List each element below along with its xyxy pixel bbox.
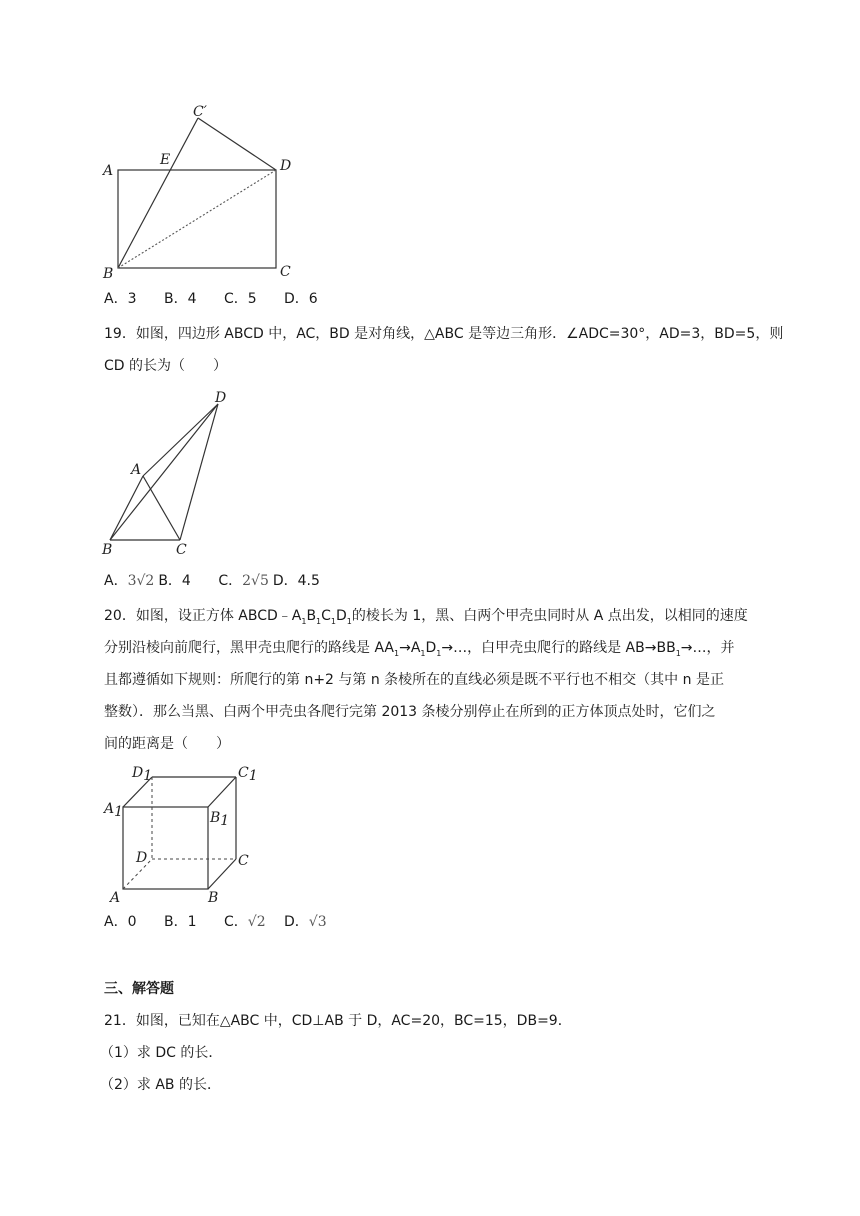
q21-part1: （1）求 DC 的长． (100, 1045, 223, 1061)
q19-choices (104, 571, 320, 591)
label-cprime: C′ (193, 104, 207, 120)
q20-choice-c[interactable]: C．√2 (224, 914, 266, 930)
label-e: E (160, 152, 171, 168)
q21-part2: （2）求 AB 的长． (100, 1077, 221, 1093)
q18-choice-d[interactable]: D．6 (284, 291, 318, 307)
label-c1: C1 (238, 765, 258, 784)
label-d1: D1 (132, 765, 153, 784)
label-c: C (280, 264, 291, 280)
label-b: B (208, 890, 219, 906)
q18-figure (100, 100, 300, 280)
q18-choice-c[interactable]: C．5 (224, 291, 257, 307)
q20-text-line1: 20．如图，设正方体 $ABCD﹣A_1B_1C_1D_1$的棱长为 1，黑、白两个甲壳虫同时从 A 点出发，以相同的速度 (104, 608, 748, 626)
q19-choice-d[interactable]: D．4.5 (272, 573, 320, 589)
q20-text-line5: 间的距离是（ ） (104, 736, 230, 752)
label-a: A (110, 890, 121, 906)
q20-text-line4: 整数）．那么当黑、白两个甲壳虫各爬行完第 2013 条棱分别停止在所到的正方体顶点处时，它们之 (104, 704, 716, 720)
q18-choices (104, 289, 318, 309)
label-a1: A1 (104, 801, 124, 820)
q19-figure (98, 388, 238, 558)
label-d: D (280, 158, 292, 174)
label-b: B (102, 542, 113, 558)
q18-choice-b[interactable]: B．4 (164, 291, 197, 307)
q20-choice-b[interactable]: B．1 (164, 914, 197, 930)
q20-choice-a[interactable]: A．0 (104, 914, 137, 930)
label-c: C (238, 853, 249, 869)
label-d: D (136, 850, 148, 866)
q20-choice-d-value: √3 (308, 914, 327, 930)
q21-text-line1: 21．如图，已知在△ABC 中，CD⊥AB 于 D，AC=20，BC=15，DB=9． (104, 1013, 572, 1029)
label-d: D (215, 390, 227, 406)
label-a: A (103, 163, 114, 179)
q19-text-line1: 19．如图，四边形 ABCD 中，AC，BD 是对角线，△ABC 是等边三角形．∠ADC=30°，AD=3，BD=5，则 (104, 326, 784, 342)
q20-text-line3: 且都遵循如下规则：所爬行的第 n+2 与第 n 条棱所在的直线必须是既不平行也不相交（其中 n 是正 (104, 672, 724, 688)
label-c: C (176, 542, 187, 558)
label-b: B (103, 266, 114, 280)
q19-choice-c-value: 2√5 (242, 573, 269, 589)
label-b1: B1 (210, 810, 230, 829)
q20-text-line2: 分别沿棱向前爬行，黑甲壳虫爬行的路线是 $AA_1\to A_1D_1\to\dots$，白甲壳虫爬行的路线是 $AB\to BB_1\to\dots$，并 (104, 640, 735, 658)
q20-choices (104, 912, 327, 932)
q19-choice-a[interactable]: A．3√2 (104, 573, 155, 589)
q19-choice-a-value: 3√2 (127, 573, 155, 589)
q19-text-line2: CD 的长为（ ） (104, 358, 228, 374)
label-a: A (131, 462, 142, 478)
q19-choice-b[interactable]: B．4 (158, 573, 191, 589)
section-title: 三、解答题 (104, 981, 174, 997)
q20-choice-c-value: √2 (247, 914, 266, 930)
q20-cube-figure (100, 764, 260, 906)
q20-choice-d[interactable]: D．√3 (284, 914, 327, 930)
q18-choice-a[interactable]: A．3 (104, 291, 137, 307)
q19-choice-c[interactable]: C．2√5 (218, 573, 269, 589)
